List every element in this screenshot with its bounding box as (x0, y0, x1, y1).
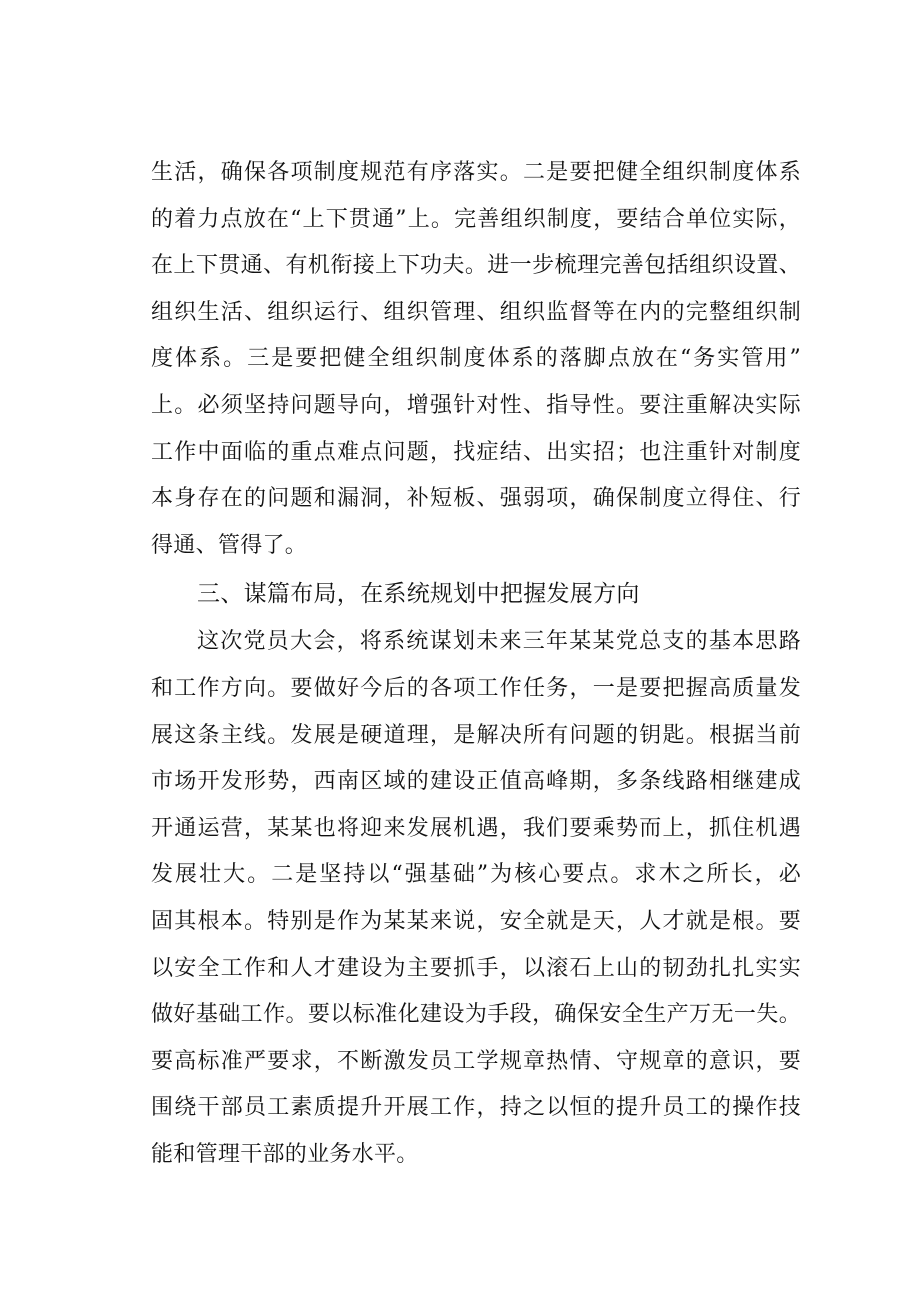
text-line: 市场开发形势，西南区域的建设正值高峰期，多条线路相继建成 (151, 769, 801, 795)
paragraph-1 (151, 150, 801, 569)
text-line: 组织生活、组织运行、组织管理、组织监督等在内的完整组织制 (151, 299, 801, 325)
text-line: 在上下贯通、有机衔接上下功夫。进一步梳理完善包括组织设置、 (151, 253, 801, 279)
text-line: 得通、管得了。 (151, 532, 308, 558)
text-line: 做好基础工作。要以标准化建设为手段，确保安全生产万无一失。 (151, 1002, 801, 1028)
text-line: 发展壮大。二是坚持以“强基础”为核心要点。求木之所长，必 (151, 862, 801, 888)
text-line: 度体系。三是要把健全组织制度体系的落脚点放在“务实管用” (151, 346, 801, 372)
text-line: 开通运营，某某也将迎来发展机遇，我们要乘势而上，抓住机遇 (151, 815, 801, 841)
document-body (151, 150, 801, 1178)
text-line: 围绕干部员工素质提升开展工作，持之以恒的提升员工的操作技 (151, 1095, 801, 1121)
paragraph-2 (151, 619, 801, 1178)
text-line: 本身存在的问题和漏洞，补短板、强弱项，确保制度立得住、行 (151, 486, 801, 512)
text-line: 工作中面临的重点难点问题，找症结、出实招；也注重针对制度 (151, 439, 801, 465)
text-line: 这次党员大会，将系统谋划未来三年某某党总支的基本思路 (197, 629, 801, 655)
text-line: 固其根本。特别是作为某某来说，安全就是天，人才就是根。要 (151, 908, 801, 934)
text-line: 上。必须坚持问题导向，增强针对性、指导性。要注重解决实际 (151, 392, 801, 418)
section-heading: 三、谋篇布局，在系统规划中把握发展方向 (197, 581, 640, 608)
text-line: 能和管理干部的业务水平。 (151, 1141, 419, 1167)
text-line: 生活，确保各项制度规范有序落实。二是要把健全组织制度体系 (151, 160, 801, 185)
text-line: 以安全工作和人才建设为主要抓手，以滚石上山的韧劲扎扎实实 (151, 955, 801, 981)
text-line: 和工作方向。要做好今后的各项工作任务，一是要把握高质量发 (151, 675, 801, 701)
text-line: 展这条主线。发展是硬道理，是解决所有问题的钥匙。根据当前 (151, 722, 801, 748)
text-line: 的着力点放在“上下贯通”上。完善组织制度，要结合单位实际， (151, 206, 801, 232)
text-line: 要高标准严要求，不断激发员工学规章热情、守规章的意识，要 (151, 1048, 801, 1074)
